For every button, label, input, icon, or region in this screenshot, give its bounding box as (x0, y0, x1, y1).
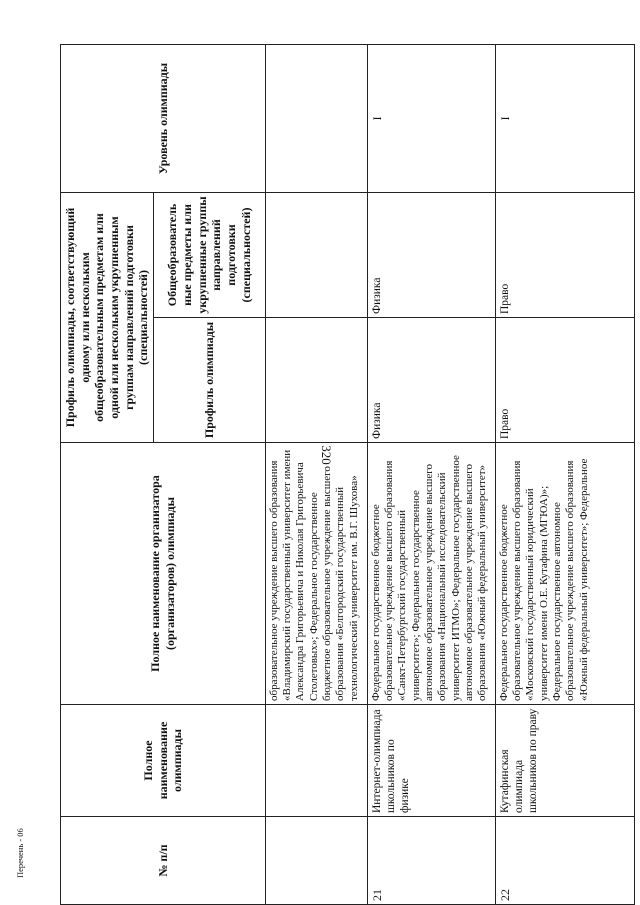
header-profile-group: Профиль олимпиады, соответствующий одному или нескольким общеобразовательным предметам или одной или нескольким укрупненным группам направлений подготовки (специальностей) (61, 193, 154, 443)
row-organizer: Федеральное государственное бюджетное образовательное учреждение высшего образования «Санкт-Петербургский государственный университет»; Федеральное государственное автономное образовательное учреждение высшего образования «Национальный исследовательский университет ИТМО»; Федеральное государственное автономное образовательное учреждение высшего образования «Южный федеральный университет» (367, 443, 495, 705)
row-level (265, 45, 367, 193)
row-profile: Физика (367, 318, 495, 443)
header-subjects: Общеобразователь ные предметы или укрупненные группы направлений подготовки (специальностей) (153, 193, 265, 318)
row-num: 21 (367, 817, 495, 905)
row-subjects: Физика (367, 193, 495, 318)
row-subjects: Право (495, 193, 634, 318)
row-olympiad-name (265, 705, 367, 817)
row-level: I (495, 45, 634, 193)
row-subjects (265, 193, 367, 318)
header-full-name: Полное наименование олимпиады (61, 705, 266, 817)
olympiad-table (60, 44, 635, 905)
page-number: 320 (318, 445, 334, 465)
row-level: I (367, 45, 495, 193)
header-organizer: Полное наименование организатора (организаторов) олимпиады (61, 443, 266, 705)
table-row (367, 45, 495, 905)
table-row (495, 45, 634, 905)
row-profile: Право (495, 318, 634, 443)
header-level: Уровень олимпиады (61, 45, 266, 193)
row-profile (265, 318, 367, 443)
header-profile: Профиль олимпиады (153, 318, 265, 443)
document-code: Перечень - 06 (15, 828, 25, 878)
row-olympiad-name: Интернет-олимпиада школьников по физике (367, 705, 495, 817)
olympiad-table-sheet (60, 45, 590, 905)
table-row (265, 45, 367, 905)
row-olympiad-name: Кутафинская олимпиада школьников по праву (495, 705, 634, 817)
row-num: 22 (495, 817, 634, 905)
row-organizer: Федеральное государственное бюджетное образовательное учреждение высшего образования «Московский государственный юридический университет имени О.Е. Кутафина (МГЮА)»; Федеральное государственное автономное образовательное учреждение высшего образования «Южный федеральный университет»; Федеральное (495, 443, 634, 705)
row-organizer: образовательное учреждение высшего образования «Владимирский государственный университет имени Александра Григорьевича и Николая Григорьевича Столетовых»; Федеральное государственное бюджетное образовательное учреждение высшего образования «Белгородский государственный технологический университет им. В.Г. Шухова» (265, 443, 367, 705)
header-num: № п/п (61, 817, 266, 905)
row-num (265, 817, 367, 905)
